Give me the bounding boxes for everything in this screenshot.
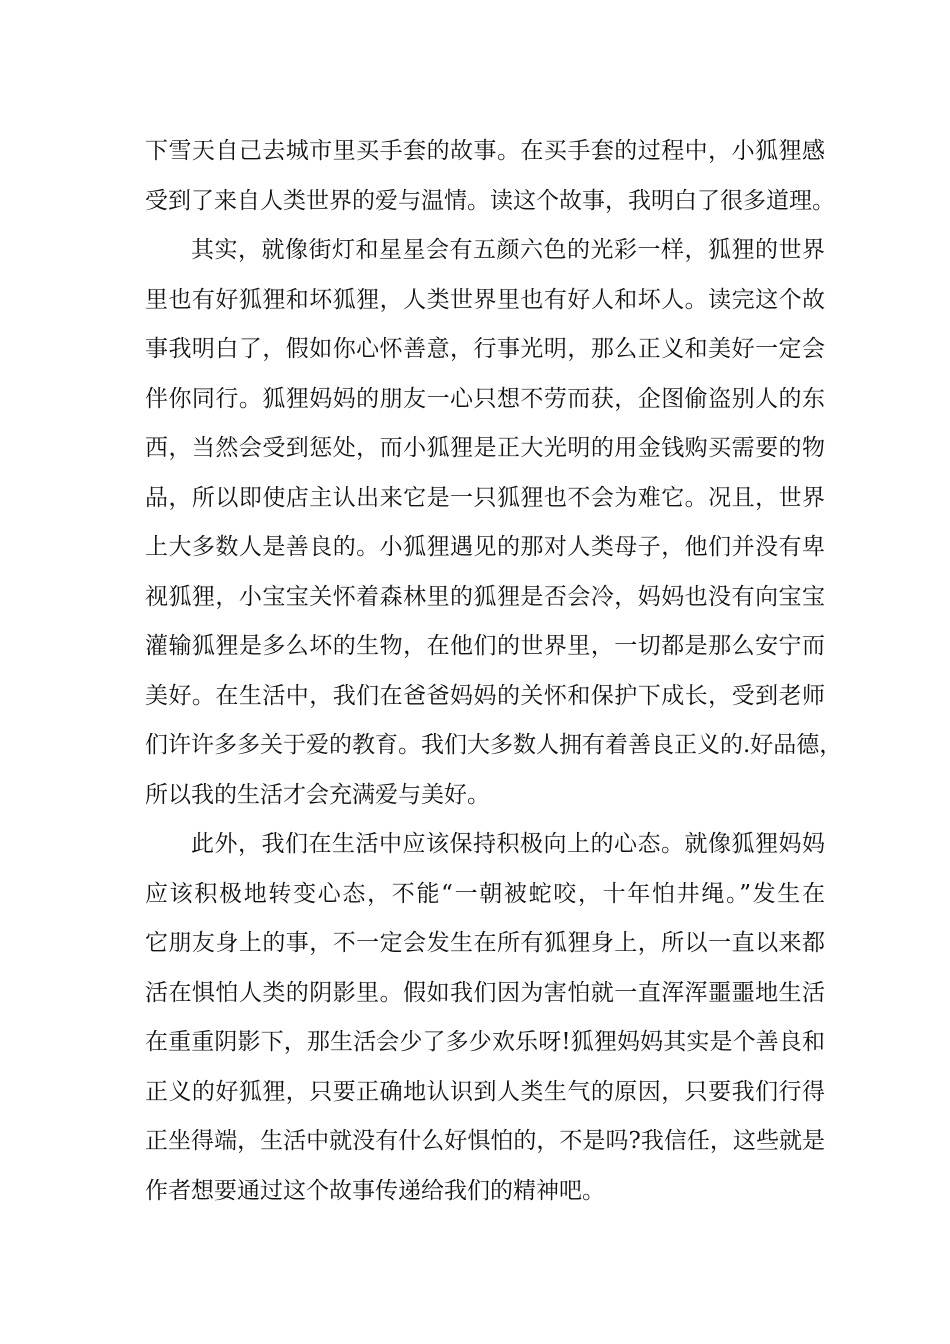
- text-line: 在重重阴影下，那生活会少了多少欢乐呀!狐狸妈妈其实是个善良和: [145, 1029, 825, 1055]
- text-line: 上大多数人是善良的。小狐狸遇见的那对人类母子，他们并没有卑: [145, 534, 825, 560]
- text-line: 正义的好狐狸，只要正确地认识到人类生气的原因，只要我们行得: [145, 1078, 825, 1105]
- text-line: 事我明白了，假如你心怀善意，行事光明，那么正义和美好一定会: [145, 336, 825, 362]
- paragraph-start-line: 其实，就像街灯和星星会有五颜六色的光彩一样，狐狸的世界: [191, 237, 825, 263]
- text-line: 伴你同行。狐狸妈妈的朋友一心只想不劳而获，企图偷盗别人的东: [145, 385, 825, 412]
- text-line: 视狐狸，小宝宝关怀着森林里的狐狸是否会冷，妈妈也没有向宝宝: [145, 583, 825, 610]
- paragraph-end-line: 作者想要通过这个故事传递给我们的精神吧。: [145, 1177, 605, 1204]
- text-line: 活在惧怕人类的阴影里。假如我们因为害怕就一直浑浑噩噩地生活: [145, 979, 825, 1006]
- text-line: 们许许多多关于爱的教育。我们大多数人拥有着善良正义的.好品德，: [145, 732, 843, 758]
- paragraph-end-line: 所以我的生活才会充满爱与美好。: [145, 781, 490, 808]
- text-line: 里也有好狐狸和坏狐狸，人类世界里也有好人和坏人。读完这个故: [145, 286, 825, 313]
- text-line: 品，所以即使店主认出来它是一只狐狸也不会为难它。况且，世界: [145, 484, 825, 511]
- text-line: 灌输狐狸是多么坏的生物，在他们的世界里，一切都是那么安宁而: [145, 633, 825, 659]
- text-line: 美好。在生活中，我们在爸爸妈妈的关怀和保护下成长，受到老师: [145, 682, 825, 709]
- text-line: 应该积极地转变心态，不能“一朝被蛇咬，十年怕井绳。”发生在: [145, 880, 825, 907]
- text-line: 受到了来自人类世界的爱与温情。读这个故事，我明白了很多道理。: [145, 187, 835, 214]
- paragraph-start-line: 此外，我们在生活中应该保持积极向上的心态。就像狐狸妈妈: [191, 831, 825, 857]
- text-line: 西，当然会受到惩处，而小狐狸是正大光明的用金钱购买需要的物: [145, 435, 825, 461]
- text-line: 正坐得端，生活中就没有什么好惧怕的，不是吗?我信任，这些就是: [145, 1128, 825, 1154]
- body-text: [145, 127, 843, 1216]
- text-line: 下雪天自己去城市里买手套的故事。在买手套的过程中，小狐狸感: [145, 138, 825, 164]
- text-line: 它朋友身上的事，不一定会发生在所有狐狸身上，所以一直以来都: [145, 930, 825, 956]
